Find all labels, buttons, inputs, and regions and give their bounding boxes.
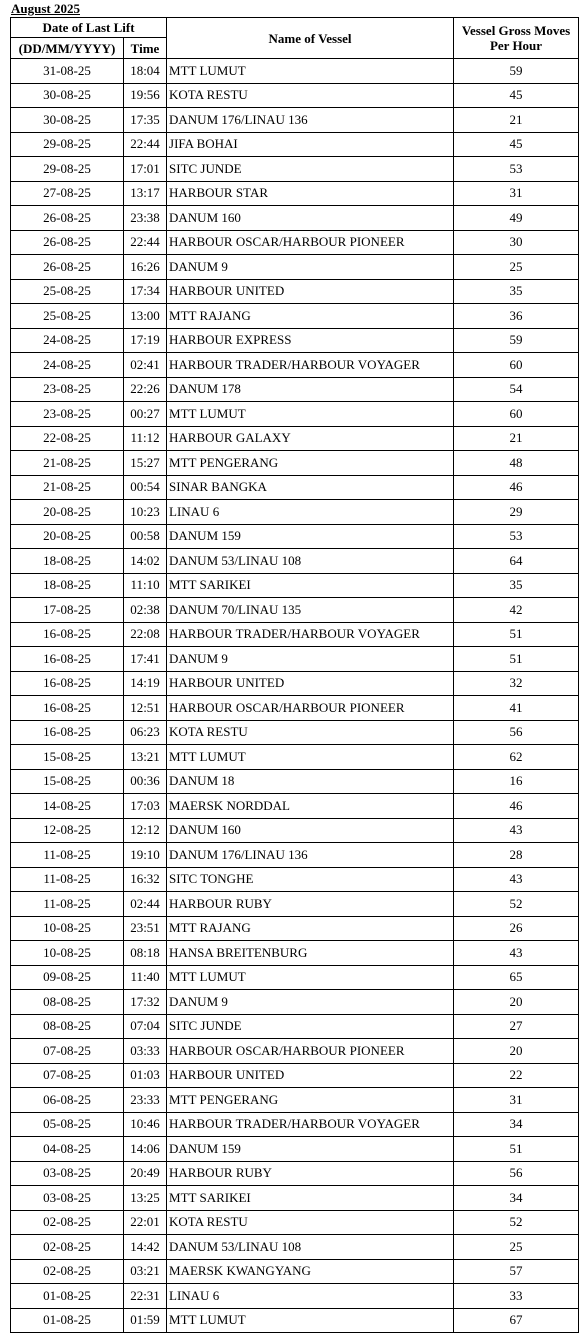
date-cell: 15-08-25 bbox=[11, 769, 124, 794]
table-row bbox=[11, 181, 579, 206]
gross-moves-cell: 16 bbox=[454, 769, 579, 794]
vessel-name-cell: HARBOUR TRADER/HARBOUR VOYAGER bbox=[167, 622, 454, 647]
date-cell: 10-08-25 bbox=[11, 916, 124, 941]
table-row bbox=[11, 328, 579, 353]
date-cell: 07-08-25 bbox=[11, 1039, 124, 1064]
gross-moves-cell: 56 bbox=[454, 720, 579, 745]
date-cell: 04-08-25 bbox=[11, 1137, 124, 1162]
vessel-name-cell: MAERSK NORDDAL bbox=[167, 794, 454, 819]
date-cell: 24-08-25 bbox=[11, 328, 124, 353]
gross-moves-header: Vessel Gross Moves Per Hour bbox=[454, 18, 579, 59]
vessel-name-cell: JIFA BOHAI bbox=[167, 132, 454, 157]
date-cell: 12-08-25 bbox=[11, 818, 124, 843]
gross-moves-cell: 35 bbox=[454, 279, 579, 304]
gross-moves-cell: 43 bbox=[454, 941, 579, 966]
vessel-name-cell: DANUM 178 bbox=[167, 377, 454, 402]
vessel-name-cell: DANUM 176/LINAU 136 bbox=[167, 843, 454, 868]
vessel-name-cell: KOTA RESTU bbox=[167, 720, 454, 745]
date-cell: 16-08-25 bbox=[11, 696, 124, 721]
time-cell: 22:26 bbox=[124, 377, 167, 402]
time-cell: 23:51 bbox=[124, 916, 167, 941]
time-cell: 22:44 bbox=[124, 230, 167, 255]
gross-moves-cell: 31 bbox=[454, 181, 579, 206]
time-cell: 17:41 bbox=[124, 647, 167, 672]
time-cell: 11:12 bbox=[124, 426, 167, 451]
date-cell: 31-08-25 bbox=[11, 59, 124, 84]
vessel-name-cell: MTT LUMUT bbox=[167, 965, 454, 990]
vessel-name-cell: HARBOUR OSCAR/HARBOUR PIONEER bbox=[167, 230, 454, 255]
gross-moves-cell: 57 bbox=[454, 1259, 579, 1284]
table-row bbox=[11, 1088, 579, 1113]
gross-moves-cell: 53 bbox=[454, 157, 579, 182]
table-row bbox=[11, 1235, 579, 1260]
vessel-name-cell: HARBOUR UNITED bbox=[167, 279, 454, 304]
time-cell: 13:17 bbox=[124, 181, 167, 206]
table-row bbox=[11, 353, 579, 378]
date-cell: 25-08-25 bbox=[11, 304, 124, 329]
table-row bbox=[11, 1210, 579, 1235]
gross-moves-cell: 54 bbox=[454, 377, 579, 402]
gross-moves-cell: 60 bbox=[454, 402, 579, 427]
date-cell: 16-08-25 bbox=[11, 647, 124, 672]
time-cell: 17:34 bbox=[124, 279, 167, 304]
gross-moves-cell: 46 bbox=[454, 475, 579, 500]
gross-moves-cell: 20 bbox=[454, 990, 579, 1015]
gross-moves-cell: 22 bbox=[454, 1063, 579, 1088]
gross-moves-cell: 60 bbox=[454, 353, 579, 378]
vessel-name-cell: MTT PENGERANG bbox=[167, 451, 454, 476]
vessel-name-cell: LINAU 6 bbox=[167, 500, 454, 525]
date-cell: 17-08-25 bbox=[11, 598, 124, 623]
time-cell: 06:23 bbox=[124, 720, 167, 745]
vessel-name-cell: MTT LUMUT bbox=[167, 59, 454, 84]
time-cell: 14:02 bbox=[124, 549, 167, 574]
date-cell: 29-08-25 bbox=[11, 157, 124, 182]
date-format-header: (DD/MM/YYYY) bbox=[11, 38, 124, 59]
vessel-name-cell: DANUM 9 bbox=[167, 255, 454, 280]
table-row bbox=[11, 1039, 579, 1064]
gross-moves-cell: 21 bbox=[454, 426, 579, 451]
table-row bbox=[11, 1259, 579, 1284]
table-row bbox=[11, 475, 579, 500]
time-cell: 17:35 bbox=[124, 108, 167, 133]
vessel-name-cell: HARBOUR RUBY bbox=[167, 1161, 454, 1186]
date-cell: 16-08-25 bbox=[11, 720, 124, 745]
date-cell: 11-08-25 bbox=[11, 892, 124, 917]
vessel-name-cell: SITC TONGHE bbox=[167, 867, 454, 892]
table-row bbox=[11, 108, 579, 133]
table-row bbox=[11, 206, 579, 231]
date-cell: 29-08-25 bbox=[11, 132, 124, 157]
table-row bbox=[11, 622, 579, 647]
vessel-name-cell: HARBOUR RUBY bbox=[167, 892, 454, 917]
table-row bbox=[11, 867, 579, 892]
vessel-name-cell: HANSA BREITENBURG bbox=[167, 941, 454, 966]
table-row bbox=[11, 83, 579, 108]
table-row bbox=[11, 696, 579, 721]
gross-moves-cell: 52 bbox=[454, 892, 579, 917]
date-cell: 01-08-25 bbox=[11, 1308, 124, 1333]
date-cell: 08-08-25 bbox=[11, 1014, 124, 1039]
table-row bbox=[11, 1284, 579, 1309]
vessel-name-cell: MTT LUMUT bbox=[167, 1308, 454, 1333]
date-cell: 26-08-25 bbox=[11, 230, 124, 255]
time-cell: 20:49 bbox=[124, 1161, 167, 1186]
vessel-name-cell: HARBOUR UNITED bbox=[167, 1063, 454, 1088]
gross-moves-cell: 26 bbox=[454, 916, 579, 941]
vessel-name-cell: KOTA RESTU bbox=[167, 83, 454, 108]
time-cell: 22:44 bbox=[124, 132, 167, 157]
time-cell: 11:10 bbox=[124, 573, 167, 598]
time-cell: 10:23 bbox=[124, 500, 167, 525]
gross-moves-cell: 45 bbox=[454, 132, 579, 157]
time-cell: 13:25 bbox=[124, 1186, 167, 1211]
time-cell: 02:44 bbox=[124, 892, 167, 917]
gross-moves-cell: 67 bbox=[454, 1308, 579, 1333]
date-cell: 05-08-25 bbox=[11, 1112, 124, 1137]
date-cell: 16-08-25 bbox=[11, 622, 124, 647]
time-cell: 03:33 bbox=[124, 1039, 167, 1064]
gross-moves-cell: 21 bbox=[454, 108, 579, 133]
time-cell: 19:10 bbox=[124, 843, 167, 868]
time-cell: 01:03 bbox=[124, 1063, 167, 1088]
time-cell: 03:21 bbox=[124, 1259, 167, 1284]
date-cell: 15-08-25 bbox=[11, 745, 124, 770]
time-cell: 02:41 bbox=[124, 353, 167, 378]
vessel-name-header: Name of Vessel bbox=[167, 18, 454, 59]
time-cell: 19:56 bbox=[124, 83, 167, 108]
gross-moves-cell: 31 bbox=[454, 1088, 579, 1113]
time-cell: 10:46 bbox=[124, 1112, 167, 1137]
time-cell: 17:32 bbox=[124, 990, 167, 1015]
vessel-name-cell: DANUM 9 bbox=[167, 647, 454, 672]
table-row bbox=[11, 1308, 579, 1333]
gross-moves-cell: 51 bbox=[454, 622, 579, 647]
table-row bbox=[11, 304, 579, 329]
vessel-name-cell: MAERSK KWANGYANG bbox=[167, 1259, 454, 1284]
date-cell: 26-08-25 bbox=[11, 255, 124, 280]
date-cell: 11-08-25 bbox=[11, 867, 124, 892]
gross-moves-cell: 25 bbox=[454, 255, 579, 280]
time-cell: 00:54 bbox=[124, 475, 167, 500]
page-title: August 2025 bbox=[11, 1, 80, 16]
table-row bbox=[11, 426, 579, 451]
gross-moves-cell: 52 bbox=[454, 1210, 579, 1235]
vessel-name-cell: LINAU 6 bbox=[167, 1284, 454, 1309]
gross-moves-cell: 51 bbox=[454, 647, 579, 672]
table-header bbox=[11, 18, 579, 59]
gross-moves-cell: 65 bbox=[454, 965, 579, 990]
date-cell: 10-08-25 bbox=[11, 941, 124, 966]
table-row bbox=[11, 769, 579, 794]
vessel-name-cell: HARBOUR OSCAR/HARBOUR PIONEER bbox=[167, 1039, 454, 1064]
date-cell: 30-08-25 bbox=[11, 83, 124, 108]
time-cell: 02:38 bbox=[124, 598, 167, 623]
gross-moves-cell: 28 bbox=[454, 843, 579, 868]
gross-moves-cell: 56 bbox=[454, 1161, 579, 1186]
gross-moves-cell: 59 bbox=[454, 59, 579, 84]
table-row bbox=[11, 500, 579, 525]
table-row bbox=[11, 524, 579, 549]
vessel-name-cell: MTT RAJANG bbox=[167, 304, 454, 329]
vessel-name-cell: HARBOUR GALAXY bbox=[167, 426, 454, 451]
vessel-name-cell: MTT RAJANG bbox=[167, 916, 454, 941]
gross-moves-cell: 34 bbox=[454, 1186, 579, 1211]
vessel-name-cell: DANUM 160 bbox=[167, 818, 454, 843]
date-cell: 16-08-25 bbox=[11, 671, 124, 696]
table-row bbox=[11, 1063, 579, 1088]
table-row bbox=[11, 132, 579, 157]
gross-moves-cell: 32 bbox=[454, 671, 579, 696]
gross-moves-cell: 43 bbox=[454, 818, 579, 843]
vessel-name-cell: DANUM 18 bbox=[167, 769, 454, 794]
vessel-name-cell: KOTA RESTU bbox=[167, 1210, 454, 1235]
vessel-name-cell: DANUM 159 bbox=[167, 524, 454, 549]
gross-moves-cell: 36 bbox=[454, 304, 579, 329]
date-of-last-lift-header: Date of Last Lift bbox=[11, 18, 167, 38]
vessel-name-cell: HARBOUR OSCAR/HARBOUR PIONEER bbox=[167, 696, 454, 721]
date-cell: 23-08-25 bbox=[11, 402, 124, 427]
table-row bbox=[11, 230, 579, 255]
time-cell: 11:40 bbox=[124, 965, 167, 990]
date-cell: 03-08-25 bbox=[11, 1161, 124, 1186]
vessel-name-cell: HARBOUR TRADER/HARBOUR VOYAGER bbox=[167, 1112, 454, 1137]
date-cell: 26-08-25 bbox=[11, 206, 124, 231]
gross-moves-cell: 59 bbox=[454, 328, 579, 353]
vessel-moves-table bbox=[10, 17, 579, 1333]
vessel-name-cell: DANUM 176/LINAU 136 bbox=[167, 108, 454, 133]
time-cell: 22:31 bbox=[124, 1284, 167, 1309]
gross-moves-cell: 43 bbox=[454, 867, 579, 892]
table-row bbox=[11, 647, 579, 672]
table-row bbox=[11, 965, 579, 990]
time-cell: 13:00 bbox=[124, 304, 167, 329]
time-cell: 07:04 bbox=[124, 1014, 167, 1039]
vessel-name-cell: SITC JUNDE bbox=[167, 157, 454, 182]
time-cell: 13:21 bbox=[124, 745, 167, 770]
table-row bbox=[11, 720, 579, 745]
time-cell: 23:38 bbox=[124, 206, 167, 231]
gross-moves-cell: 25 bbox=[454, 1235, 579, 1260]
gross-moves-cell: 27 bbox=[454, 1014, 579, 1039]
time-cell: 23:33 bbox=[124, 1088, 167, 1113]
table-row bbox=[11, 402, 579, 427]
table-body bbox=[11, 59, 579, 1333]
gross-moves-cell: 64 bbox=[454, 549, 579, 574]
gross-moves-cell: 34 bbox=[454, 1112, 579, 1137]
date-cell: 01-08-25 bbox=[11, 1284, 124, 1309]
vessel-name-cell: DANUM 70/LINAU 135 bbox=[167, 598, 454, 623]
time-cell: 18:04 bbox=[124, 59, 167, 84]
date-cell: 20-08-25 bbox=[11, 500, 124, 525]
gross-moves-cell: 20 bbox=[454, 1039, 579, 1064]
time-cell: 14:42 bbox=[124, 1235, 167, 1260]
date-cell: 22-08-25 bbox=[11, 426, 124, 451]
table-row bbox=[11, 157, 579, 182]
time-cell: 16:26 bbox=[124, 255, 167, 280]
time-cell: 01:59 bbox=[124, 1308, 167, 1333]
gross-moves-cell: 62 bbox=[454, 745, 579, 770]
time-cell: 15:27 bbox=[124, 451, 167, 476]
time-cell: 14:19 bbox=[124, 671, 167, 696]
table-row bbox=[11, 1014, 579, 1039]
table-row bbox=[11, 377, 579, 402]
date-cell: 21-08-25 bbox=[11, 475, 124, 500]
table-row bbox=[11, 59, 579, 84]
table-row bbox=[11, 941, 579, 966]
table-row bbox=[11, 598, 579, 623]
vessel-name-cell: SITC JUNDE bbox=[167, 1014, 454, 1039]
table-row bbox=[11, 255, 579, 280]
vessel-name-cell: MTT LUMUT bbox=[167, 402, 454, 427]
date-cell: 02-08-25 bbox=[11, 1259, 124, 1284]
vessel-name-cell: DANUM 53/LINAU 108 bbox=[167, 1235, 454, 1260]
table-row bbox=[11, 843, 579, 868]
vessel-name-cell: MTT SARIKEI bbox=[167, 1186, 454, 1211]
date-cell: 07-08-25 bbox=[11, 1063, 124, 1088]
vessel-name-cell: HARBOUR TRADER/HARBOUR VOYAGER bbox=[167, 353, 454, 378]
date-cell: 30-08-25 bbox=[11, 108, 124, 133]
table-row bbox=[11, 794, 579, 819]
table-row bbox=[11, 916, 579, 941]
vessel-name-cell: DANUM 9 bbox=[167, 990, 454, 1015]
table-row bbox=[11, 892, 579, 917]
gross-moves-cell: 29 bbox=[454, 500, 579, 525]
date-cell: 24-08-25 bbox=[11, 353, 124, 378]
vessel-name-cell: MTT SARIKEI bbox=[167, 573, 454, 598]
time-cell: 17:19 bbox=[124, 328, 167, 353]
table-row bbox=[11, 1161, 579, 1186]
date-cell: 03-08-25 bbox=[11, 1186, 124, 1211]
gross-moves-cell: 45 bbox=[454, 83, 579, 108]
time-cell: 12:51 bbox=[124, 696, 167, 721]
date-cell: 18-08-25 bbox=[11, 549, 124, 574]
date-cell: 20-08-25 bbox=[11, 524, 124, 549]
time-cell: 17:01 bbox=[124, 157, 167, 182]
table-row bbox=[11, 745, 579, 770]
vessel-name-cell: MTT PENGERANG bbox=[167, 1088, 454, 1113]
gross-moves-cell: 48 bbox=[454, 451, 579, 476]
vessel-name-cell: DANUM 159 bbox=[167, 1137, 454, 1162]
vessel-name-cell: SINAR BANGKA bbox=[167, 475, 454, 500]
vessel-name-cell: HARBOUR UNITED bbox=[167, 671, 454, 696]
gross-moves-cell: 35 bbox=[454, 573, 579, 598]
time-header: Time bbox=[124, 38, 167, 59]
gross-moves-cell: 46 bbox=[454, 794, 579, 819]
date-cell: 09-08-25 bbox=[11, 965, 124, 990]
table-row bbox=[11, 671, 579, 696]
vessel-name-cell: DANUM 53/LINAU 108 bbox=[167, 549, 454, 574]
table-row bbox=[11, 451, 579, 476]
table-row bbox=[11, 549, 579, 574]
table-row bbox=[11, 1137, 579, 1162]
date-cell: 21-08-25 bbox=[11, 451, 124, 476]
table-row bbox=[11, 1186, 579, 1211]
time-cell: 12:12 bbox=[124, 818, 167, 843]
date-cell: 27-08-25 bbox=[11, 181, 124, 206]
time-cell: 17:03 bbox=[124, 794, 167, 819]
gross-moves-cell: 53 bbox=[454, 524, 579, 549]
date-cell: 08-08-25 bbox=[11, 990, 124, 1015]
gross-moves-cell: 41 bbox=[454, 696, 579, 721]
time-cell: 22:01 bbox=[124, 1210, 167, 1235]
table-row bbox=[11, 990, 579, 1015]
date-cell: 23-08-25 bbox=[11, 377, 124, 402]
date-cell: 02-08-25 bbox=[11, 1210, 124, 1235]
date-cell: 11-08-25 bbox=[11, 843, 124, 868]
date-cell: 18-08-25 bbox=[11, 573, 124, 598]
time-cell: 14:06 bbox=[124, 1137, 167, 1162]
gross-moves-cell: 51 bbox=[454, 1137, 579, 1162]
vessel-name-cell: DANUM 160 bbox=[167, 206, 454, 231]
time-cell: 00:58 bbox=[124, 524, 167, 549]
table-row bbox=[11, 1112, 579, 1137]
time-cell: 08:18 bbox=[124, 941, 167, 966]
table-row bbox=[11, 573, 579, 598]
date-cell: 14-08-25 bbox=[11, 794, 124, 819]
time-cell: 00:36 bbox=[124, 769, 167, 794]
table-row bbox=[11, 818, 579, 843]
vessel-name-cell: HARBOUR STAR bbox=[167, 181, 454, 206]
time-cell: 00:27 bbox=[124, 402, 167, 427]
date-cell: 25-08-25 bbox=[11, 279, 124, 304]
gross-moves-cell: 42 bbox=[454, 598, 579, 623]
table-row bbox=[11, 279, 579, 304]
gross-moves-cell: 30 bbox=[454, 230, 579, 255]
date-cell: 02-08-25 bbox=[11, 1235, 124, 1260]
date-cell: 06-08-25 bbox=[11, 1088, 124, 1113]
vessel-name-cell: HARBOUR EXPRESS bbox=[167, 328, 454, 353]
gross-moves-cell: 33 bbox=[454, 1284, 579, 1309]
time-cell: 22:08 bbox=[124, 622, 167, 647]
vessel-name-cell: MTT LUMUT bbox=[167, 745, 454, 770]
gross-moves-cell: 49 bbox=[454, 206, 579, 231]
time-cell: 16:32 bbox=[124, 867, 167, 892]
